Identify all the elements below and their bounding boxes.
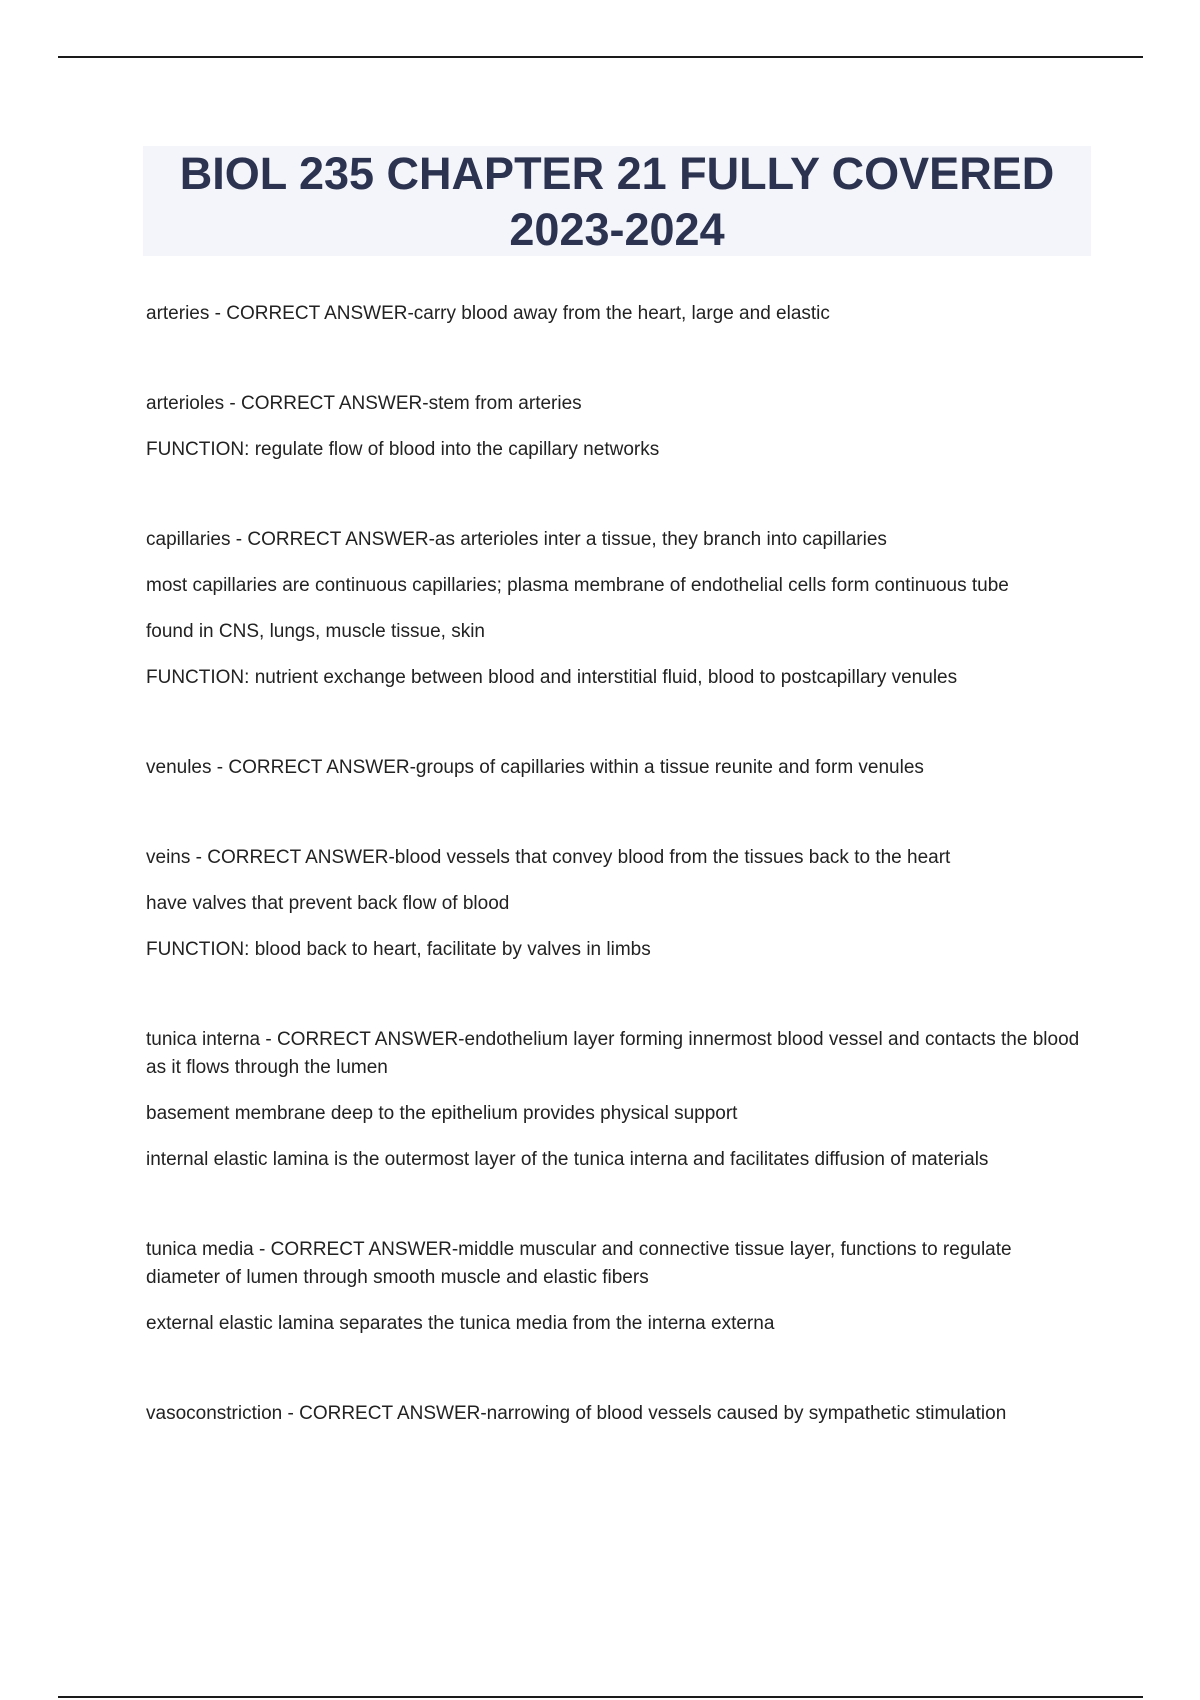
document-title <box>143 146 1091 256</box>
term-line: FUNCTION: regulate flow of blood into the capillary networks <box>146 439 660 460</box>
term-tunica-media <box>146 1236 1086 1338</box>
term-line: venules - CORRECT ANSWER-groups of capillaries within a tissue reunite and form venules <box>146 757 924 778</box>
term-line: basement membrane deep to the epithelium provides physical support <box>146 1103 738 1124</box>
term-tunica-interna <box>146 1026 1086 1174</box>
document-title-line-1: BIOL 235 CHAPTER 21 FULLY COVERED <box>179 148 1055 199</box>
footer-rule <box>58 1696 1143 1698</box>
document-title-line-2: 2023-2024 <box>509 204 725 255</box>
term-capillaries <box>146 526 1086 692</box>
term-line: FUNCTION: blood back to heart, facilitate by valves in limbs <box>146 939 651 960</box>
term-arteries <box>146 300 1086 328</box>
term-line: found in CNS, lungs, muscle tissue, skin <box>146 621 485 642</box>
term-line: FUNCTION: nutrient exchange between blood and interstitial fluid, blood to postcapillary venules <box>146 667 958 688</box>
term-line: capillaries - CORRECT ANSWER-as arterioles inter a tissue, they branch into capillaries <box>146 529 887 550</box>
term-veins <box>146 844 1086 964</box>
term-line: external elastic lamina separates the tunica media from the interna externa <box>146 1313 775 1334</box>
term-line: tunica media - CORRECT ANSWER-middle muscular and connective tissue layer, functions to regulate diameter of lumen through smooth muscle and elastic fibers <box>146 1239 1012 1288</box>
term-line: arterioles - CORRECT ANSWER-stem from arteries <box>146 393 582 414</box>
header-rule <box>58 56 1143 58</box>
term-line: veins - CORRECT ANSWER-blood vessels that convey blood from the tissues back to the heart <box>146 847 951 868</box>
term-line: have valves that prevent back flow of blood <box>146 893 510 914</box>
term-line: internal elastic lamina is the outermost layer of the tunica interna and facilitates diffusion of materials <box>146 1149 989 1170</box>
term-line: most capillaries are continuous capillaries; plasma membrane of endothelial cells form continuous tube <box>146 575 1009 596</box>
term-venules <box>146 754 1086 782</box>
term-line: arteries - CORRECT ANSWER-carry blood away from the heart, large and elastic <box>146 303 830 324</box>
term-line: vasoconstriction - CORRECT ANSWER-narrowing of blood vessels caused by sympathetic stimulation <box>146 1403 1007 1424</box>
term-arterioles <box>146 390 1086 464</box>
term-line: tunica interna - CORRECT ANSWER-endothelium layer forming innermost blood vessel and contacts the blood as it flows through the lumen <box>146 1029 1080 1078</box>
term-vasoconstriction <box>146 1400 1086 1428</box>
flashcard-list <box>146 300 1086 1428</box>
